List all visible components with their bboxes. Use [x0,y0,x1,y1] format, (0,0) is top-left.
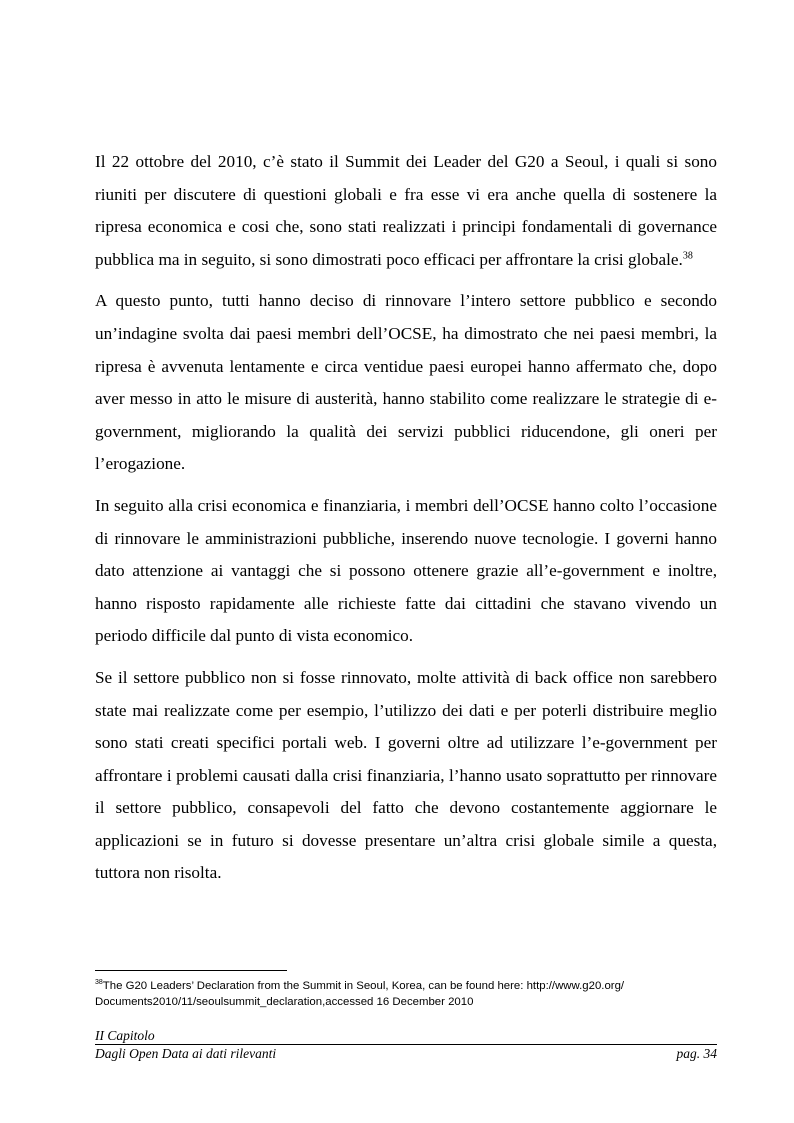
paragraph-1 [95,146,717,276]
paragraph-1-text: Il 22 ottobre del 2010, c’è stato il Summit dei Leader del G20 a Seoul, i quali si sono riuniti per discutere di questioni globali e fra esse vi era anche quella di sostenere la ripresa economica e cosi che, sono stati realizzati i principi fondamentali di governance pubblica ma in seguito, si sono dimostrati poco efficaci per affrontare la crisi globale. [95,152,717,269]
footer-chapter: II Capitolo [95,1028,155,1043]
footnote-reference: 38 [682,250,693,262]
paragraph-2: A questo punto, tutti hanno deciso di rinnovare l’intero settore pubblico e secondo un’indagine svolta dai paesi membri dell’OCSE, ha dimostrato che nei paesi membri, la ripresa è avvenuta lentamente e circa ventidue paesi europei hanno affermato che, dopo aver messo in atto le misure di austerità, hanno stabilito come realizzare le strategie di e-government, migliorando la qualità dei servizi pubblici riducendone, gli oneri per l’erogazione. [95,291,717,474]
paragraph-4: Se il settore pubblico non si fosse rinnovato, molte attività di back office non sarebbero state mai realizzate come per esempio, l’utilizzo dei dati e per poterli distribuire meglio sono stati creati specifici portali web. I governi oltre ad utilizzare l’e-government per affrontare i problemi causati dalla crisi finanziaria, l’hanno usato soprattutto per rinnovare il settore pubblico, consapevoli del fatto che devono costantemente aggiornare le applicazioni se in futuro si dovesse presentare un’altra crisi globale simile a questa, tuttora non risolta. [95,667,717,883]
footnote-line-1 [95,978,717,994]
footnote [95,978,717,1010]
paragraph-3: In seguito alla crisi economica e finanziaria, i membri dell’OCSE hanno colto l’occasione di rinnovare le amministrazioni pubbliche, inserendo nuove tecnologie. I governi hanno dato attenzione ai vantaggi che si possono ottenere grazie all’e-government e inoltre, hanno risposto rapidamente alle richieste fatte dai cittadini che stavano vivendo un periodo difficile dal punto di vista economico. [95,495,717,646]
footnote-text-line-1: The G20 Leaders’ Declaration from the Summit in Seoul, Korea, can be found here: http://www.g20.org/ [102,980,625,992]
footnote-separator [95,970,287,971]
page-number: pag. 34 [676,1046,717,1061]
footer-row [95,1044,717,1063]
page-footer [95,1027,717,1063]
footnote-number: 38 [95,979,103,987]
body-text [95,146,717,899]
footer-title: Dagli Open Data ai dati rilevanti [95,1046,277,1061]
footnote-text-line-2: Documents2010/11/seoulsummit_declaration,accessed 16 December 2010 [95,996,474,1008]
